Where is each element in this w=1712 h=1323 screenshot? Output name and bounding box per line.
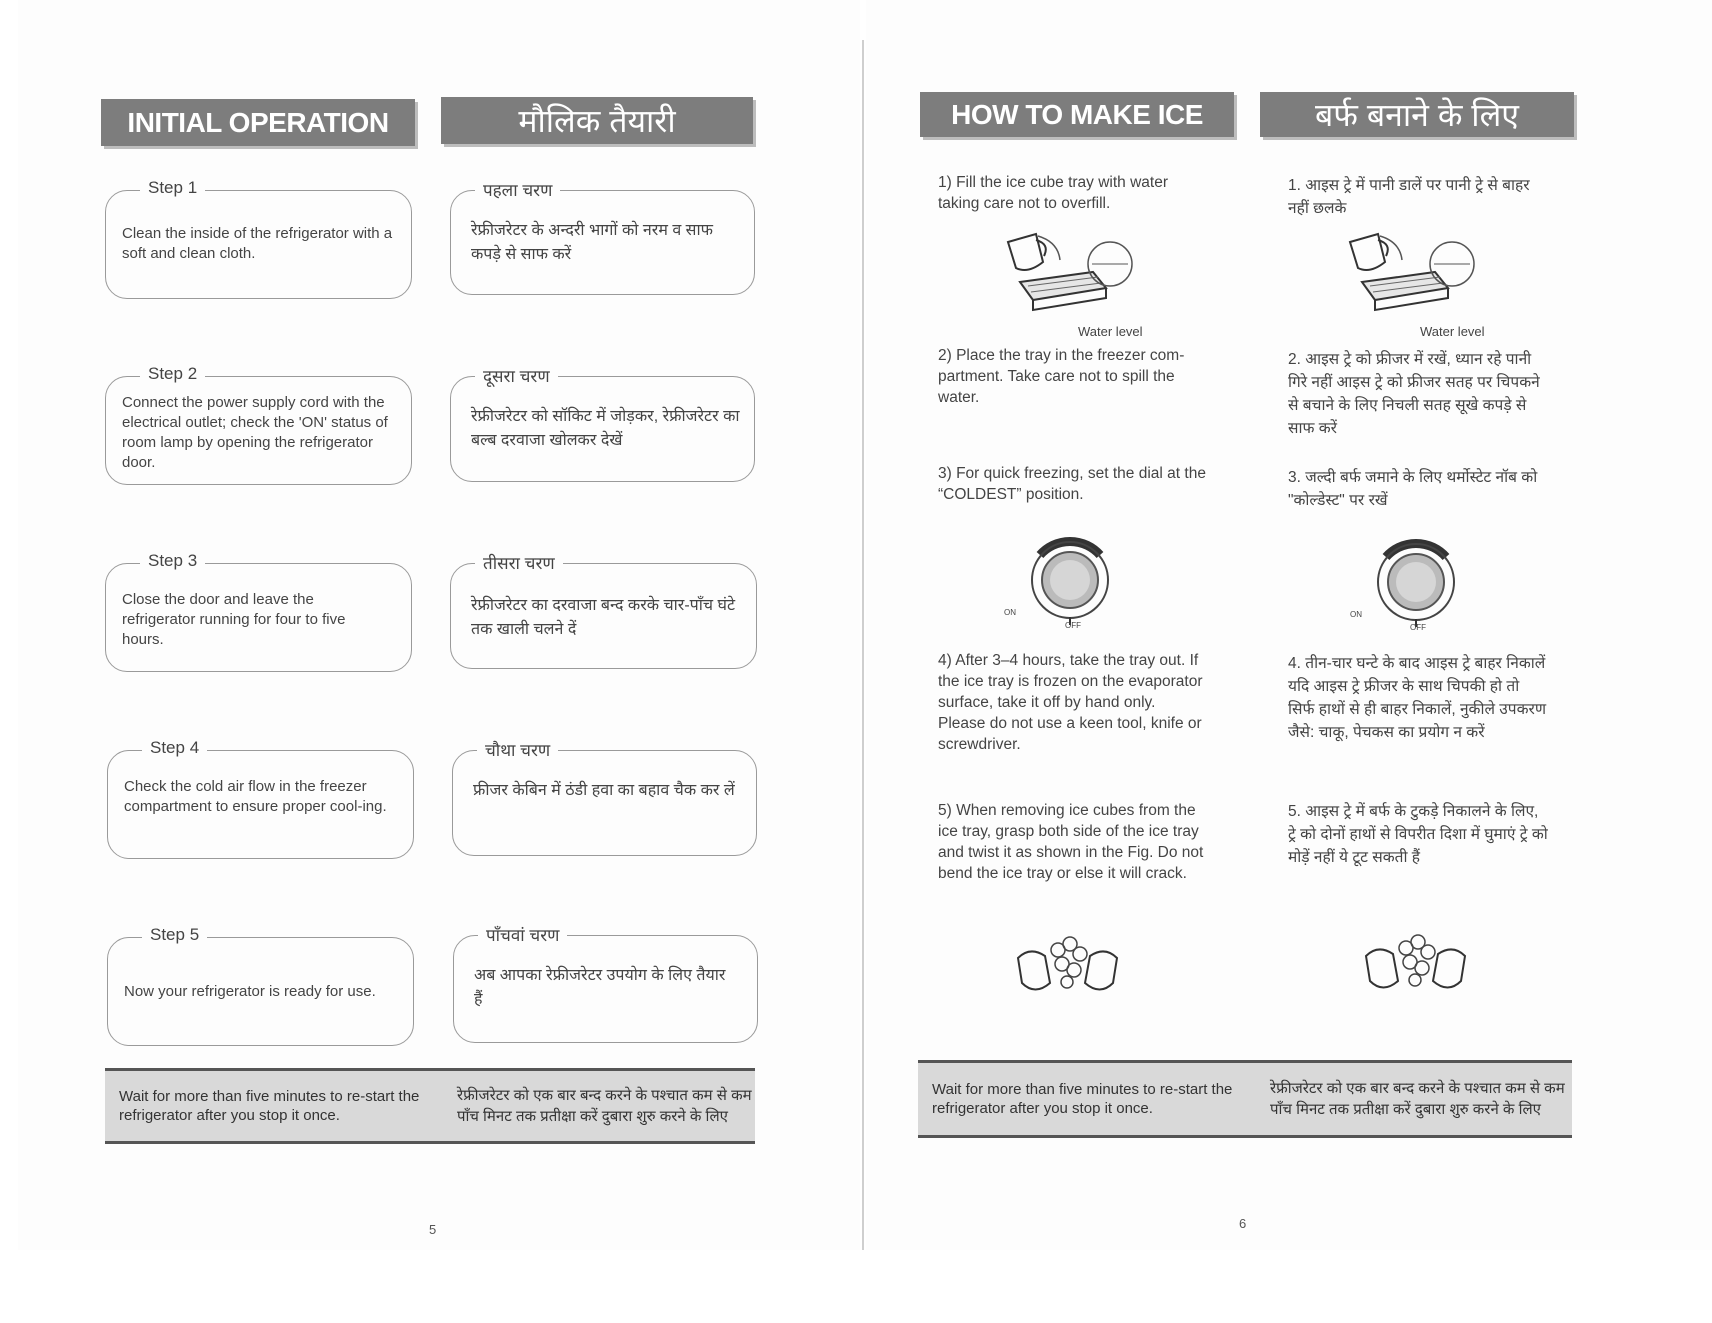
step-5-label-en: Step 5 [142, 925, 207, 945]
notice-text-hi: रेफ्रीजरेटर को एक बार बन्द करने के पश्चात कम से कम पाँच मिनट तक प्रतीक्षा करें दुबारा शुरु करने के लिए [456, 1087, 752, 1125]
instruction-1-en: 1) Fill the ice cube tray with water taking care not to overfill. [938, 174, 1169, 212]
pitcher-tray-illustration-hi [1340, 222, 1475, 327]
dial-on-label-en: ON [1004, 608, 1016, 617]
step-4-label-hi: चौथा चरण [477, 738, 558, 761]
instruction-2-en: 2) Place the tray in the freezer com-partment. Take care not to spill the water. [938, 347, 1185, 406]
step-2-label-hi: दूसरा चरण [475, 364, 558, 387]
step-4-text-en: Check the cold air flow in the freezer compartment to ensure proper cool-ing. [124, 778, 387, 815]
instruction-3-en: 3) For quick freezing, set the dial at the “COLDEST” position. [938, 465, 1206, 503]
instruction-5-en: 5) When removing ice cubes from the ice tray, grasp both side of the ice tray and twist it as shown in the Fig. Do not bend the ice tray or else it will crack. [938, 802, 1204, 882]
step-5-text-en: Now your refrigerator is ready for use. [124, 983, 376, 1000]
step-2-text-en: Connect the power supply cord with the electrical outlet; check the 'ON' status of room lamp by opening the refrigerator door. [122, 394, 388, 471]
step-2-box-hi [450, 367, 755, 482]
instruction-5-hi: 5. आइस ट्रे में बर्फ के टुकड़े निकालने के लिए, ट्रे को दोनों हाथों से विपरीत दिशा में घुमाएं ट्रे को मोड़ें नहीं ये टूट सकती हैं [1288, 803, 1548, 866]
step-5-label-hi: पाँचवां चरण [478, 923, 567, 946]
step-3-label-en: Step 3 [140, 551, 205, 571]
dial-on-label-hi: ON [1350, 610, 1362, 619]
step-3-box-hi [450, 554, 757, 669]
notice-text-hi-right: रेफ्रीजरेटर को एक बार बन्द करने के पश्चात कम से कम पाँच मिनट तक प्रतीक्षा करें दुबारा शुरु करने के लिए [1270, 1080, 1565, 1118]
notice-text-en-right: Wait for more than five minutes to re-start the refrigerator after you stop it once. [932, 1081, 1233, 1117]
restart-notice-left [105, 1068, 755, 1144]
pitcher-tray-illustration [998, 222, 1133, 327]
page-number-left: 5 [429, 1222, 437, 1237]
twist-tray-hands-illustration [1010, 928, 1125, 1003]
step-2-box-en [105, 364, 412, 485]
instruction-4-en: 4) After 3–4 hours, take the tray out. If the ice tray is frozen on the evaporator surface, take it off by hand only. Please do not use a keen tool, knife or screwdriver. [938, 652, 1203, 753]
page-title-en: INITIAL OPERATION [101, 99, 415, 146]
step-1-label-en: Step 1 [140, 178, 205, 198]
page-number-right: 6 [1239, 1216, 1247, 1231]
instruction-1-hi: 1. आइस ट्रे में पानी डालें पर पानी ट्रे से बाहर नहीं छलके [1288, 177, 1530, 217]
page-title-hi-right: बर्फ बनाने के लिए [1260, 92, 1574, 137]
step-1-text-en: Clean the inside of the refrigerator with a soft and clean cloth. [122, 225, 393, 262]
thermostat-dial-en [1020, 525, 1120, 625]
instruction-3-hi: 3. जल्दी बर्फ जमाने के लिए थर्मोस्टेट नॉब को "कोल्डेस्ट" पर रखें [1288, 469, 1538, 509]
step-3-box-en [105, 551, 412, 672]
step-1-box-en [105, 178, 412, 299]
step-4-text-hi: फ्रीजर केबिन में ठंडी हवा का बहाव चैक कर लें [473, 782, 735, 799]
step-5-box-en [107, 925, 414, 1046]
step-1-label-hi: पहला चरण [475, 178, 560, 201]
step-1-text-hi: रेफ्रीजरेटर के अन्दरी भागों को नरम व साफ कपड़े से साफ करें [471, 222, 713, 263]
step-5-box-hi [453, 926, 758, 1043]
step-3-label-hi: तीसरा चरण [475, 551, 563, 574]
page-title-en-right: HOW TO MAKE ICE [920, 92, 1234, 137]
step-4-label-en: Step 4 [142, 738, 207, 758]
step-2-label-en: Step 2 [140, 364, 205, 384]
step-2-text-hi: रेफ्रीजरेटर को सॉकिट में जोड़कर, रेफ्रीजरेटर का बल्ब दरवाजा खोलकर देखें [471, 408, 740, 449]
restart-notice-right [918, 1060, 1572, 1138]
page-title-hi: मौलिक तैयारी [441, 97, 753, 144]
step-3-text-hi: रेफ्रीजरेटर का दरवाजा बन्द करके चार-पाँच घंटे तक खाली चलने दें [471, 597, 736, 638]
step-4-box-en [107, 738, 414, 859]
step-1-box-hi [450, 181, 755, 295]
step-3-text-en: Close the door and leave the refrigerator running for four to five hours. [122, 591, 346, 648]
notice-text-en: Wait for more than five minutes to re-start the refrigerator after you stop it once. [119, 1088, 420, 1124]
step-4-box-hi [452, 741, 757, 856]
dial-off-label-en: OFF [1065, 621, 1081, 630]
dial-off-label-hi: OFF [1410, 623, 1426, 632]
thermostat-dial-hi [1366, 527, 1466, 627]
instruction-4-hi: 4. तीन-चार घन्टे के बाद आइस ट्रे बाहर निकालें यदि आइस ट्रे फ्रीजर के साथ चिपकी हो तो सिर्फ हाथों से ही बाहर निकालें, नुकीले उपकरण जैसे: चाकू, पेचकस का प्रयोग न करें [1288, 655, 1547, 741]
step-5-text-hi: अब आपका रेफ्रीजरेटर उपयोग के लिए तैयार हैं [474, 967, 726, 1008]
instruction-2-hi: 2. आइस ट्रे को फ्रीजर में रखें, ध्यान रहे पानी गिरे नहीं आइस ट्रे को फ्रीजर सतह पर चिपकने से बचाने के लिए निचली सतह सूखे कपड़े से साफ करें [1288, 351, 1540, 437]
water-level-label-en: Water level [1078, 324, 1143, 339]
twist-tray-hands-illustration-hi [1358, 926, 1473, 1001]
book-spine [862, 40, 864, 1250]
water-level-label-hi: Water level [1420, 324, 1485, 339]
